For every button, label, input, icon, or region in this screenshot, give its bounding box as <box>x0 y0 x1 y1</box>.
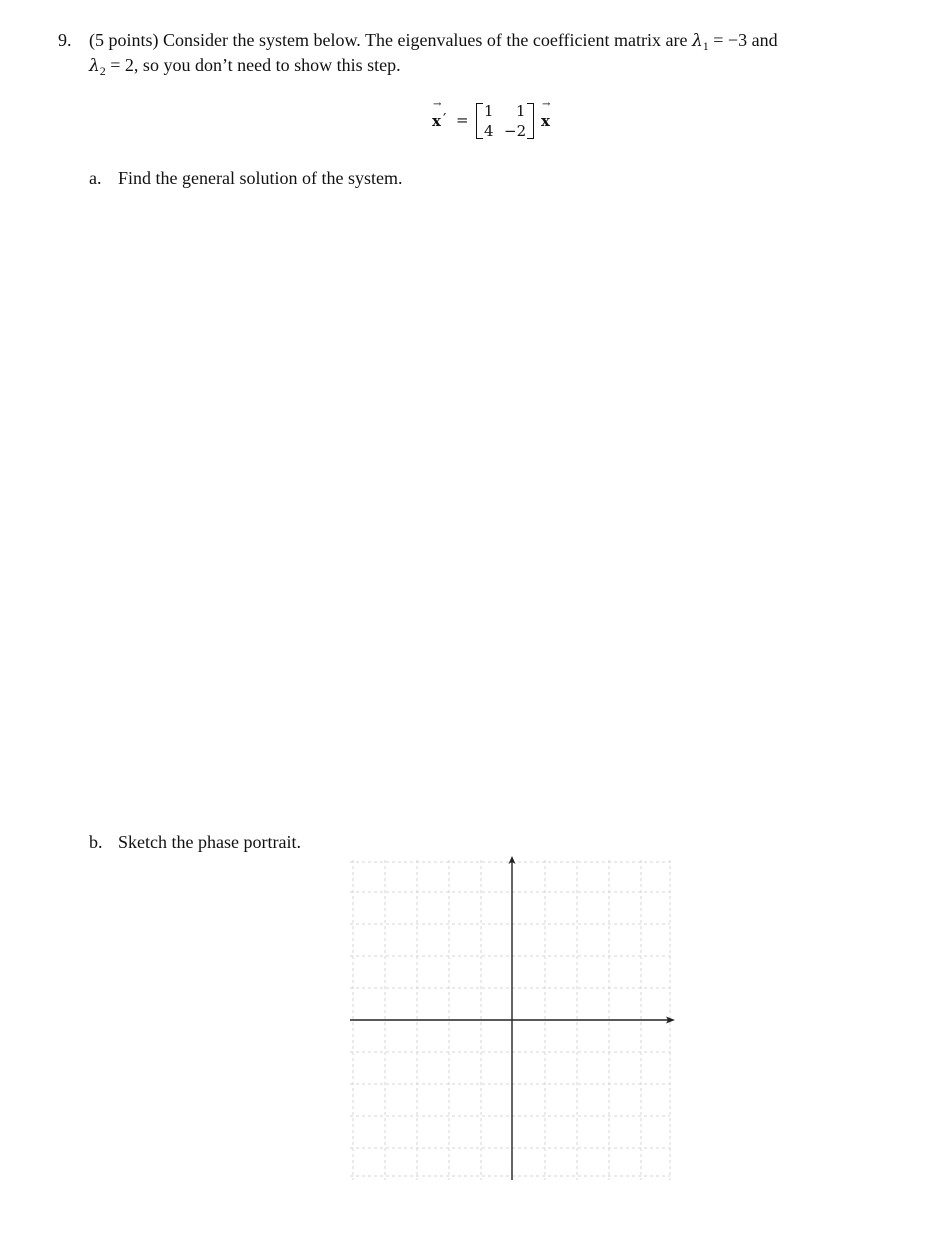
lambda1-value: = −3 and <box>708 30 778 50</box>
question-line-2-text: = 2, so you don’t need to show this step. <box>105 55 401 75</box>
matrix-left-bracket <box>476 103 483 139</box>
lambda1-subscript: 1 <box>702 39 709 53</box>
question-intro: (5 points) Consider the system below. The eigenvalues of the coefficient matrix are <box>89 30 692 50</box>
matrix-entry-r2c1: 4 <box>484 122 494 140</box>
part-b-text: Sketch the phase portrait. <box>118 832 301 852</box>
question-line-2 <box>89 53 401 83</box>
part-a-text: Find the general solution of the system. <box>118 168 403 188</box>
matrix-entry-r1c1: 1 <box>484 102 494 120</box>
prime-mark: ′ <box>443 110 447 128</box>
matrix-entry-r2c2: −2 <box>504 122 527 140</box>
equals-sign: = <box>456 111 469 129</box>
lambda2-subscript: 2 <box>99 64 106 78</box>
lambda-symbol: λ <box>692 31 703 51</box>
question-number: 9. <box>58 30 72 50</box>
part-b-label: b. <box>89 832 103 852</box>
part-b <box>89 830 301 854</box>
matrix-right-bracket <box>527 103 534 139</box>
lambda-symbol-2: λ <box>89 56 100 76</box>
part-a-label: a. <box>89 168 102 188</box>
phase-portrait-grid[interactable] <box>340 850 685 1190</box>
rhs-vector: → x <box>541 112 550 130</box>
matrix-entry-r1c2: 1 <box>516 102 526 120</box>
part-a <box>89 166 402 190</box>
lhs-vector: → x <box>432 112 441 130</box>
